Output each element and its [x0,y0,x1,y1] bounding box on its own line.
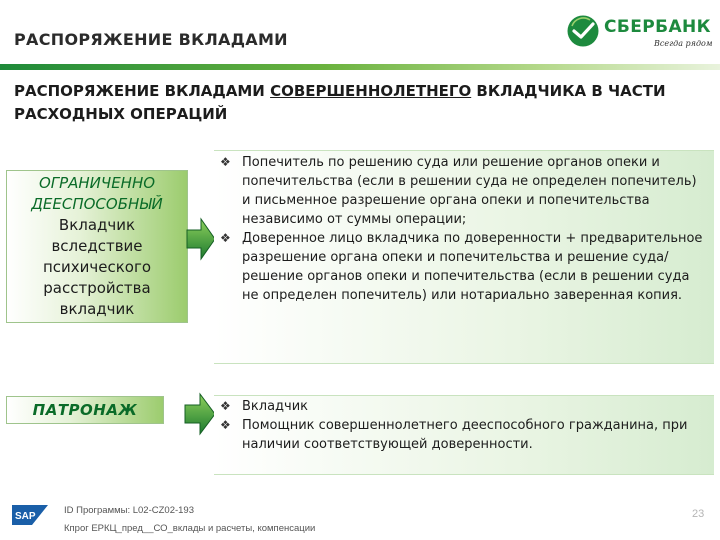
subtitle-part1: РАСПОРЯЖЕНИЕ ВКЛАДАМИ [14,82,271,100]
page-number: 23 [692,508,705,520]
section-label: ПАТРОНАЖ [32,400,138,419]
arrow-right-icon [186,217,216,261]
logo-slogan: Всегда рядом [654,39,713,48]
section-label-italic: ОГРАНИЧЕННО ДЕЕСПОСОБНЫЙ [31,174,163,213]
list-item [220,229,708,305]
header-divider [0,64,720,70]
section-label-patronage [6,396,164,424]
list-item-text: Попечитель по решению суда или решение органов опеки и попечительства (если в решении суда не определен попечитель) и письменное разрешение органа опеки и попечительства независимо от суммы операции; [242,155,697,227]
sberbank-logo-icon [566,14,600,48]
slide-subtitle [14,80,694,126]
section-label-body: Вкладчик вследствие психического расстройства вкладчик [42,216,152,318]
arrow-right-icon [184,392,216,436]
footer-program-id: ID Программы: L02-CZ02-193 [64,505,194,516]
diamond-bullet-icon: ❖ [220,418,231,432]
logo-name: СБЕРБАНК [604,17,711,37]
section-details-patronage [214,395,714,475]
list-item-text: Вкладчик [242,399,309,414]
diamond-bullet-icon: ❖ [220,231,231,245]
section-label-limited-capacity [6,170,188,323]
page-header-title: РАСПОРЯЖЕНИЕ ВКЛАДАМИ [14,30,288,49]
section-details-limited-capacity [214,150,714,364]
list-item [220,397,708,416]
sberbank-logo [566,12,714,52]
sap-logo-text: SAP [15,511,36,522]
list-item-text: Помощник совершеннолетнего дееспособного гражданина, при наличии соответствующей доверенности. [242,418,688,452]
subtitle-part2: ВКЛАДЧИКА В ЧАСТИ РАСХОДНЫХ ОПЕРАЦИЙ [14,82,666,123]
list-item [220,416,708,454]
list-item-text: Доверенное лицо вкладчика по доверенности + предварительное разрешение органа опеки и попечительства и решение суда/решение органов опеки и попечительства (если в решении суда не определен попечитель) или нотариально заверенная копия. [242,231,703,303]
subtitle-underlined: СОВЕРШЕННОЛЕТНЕГО [270,82,472,100]
list-item [220,153,708,229]
footer-program-code: Кпрог ЕРКЦ_пред__СО_вклады и расчеты, компенсации [64,523,316,534]
diamond-bullet-icon: ❖ [220,155,231,169]
sap-logo-icon [12,505,48,525]
diamond-bullet-icon: ❖ [220,399,231,413]
